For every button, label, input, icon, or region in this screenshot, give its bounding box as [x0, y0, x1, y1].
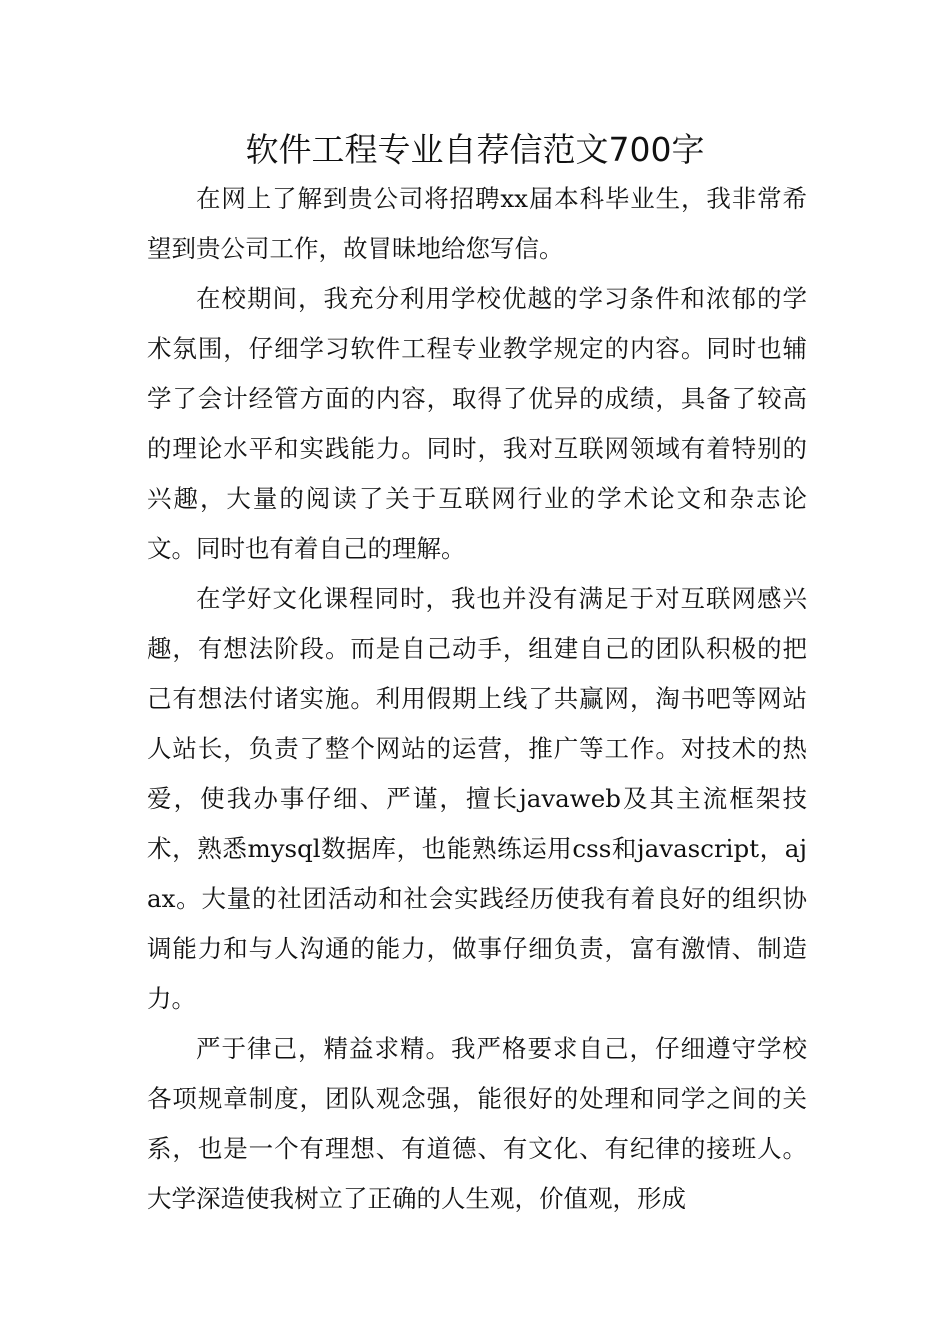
paragraph-studies: 在校期间，我充分利用学校优越的学习条件和浓郁的学术氛围，仔细学习软件工程专业教学规定的内容。同时也辅学了会计经管方面的内容，取得了优异的成绩，具备了较高的理论水平和实践能力。同时，我对互联网领域有着特别的兴趣，大量的阅读了关于互联网行业的学术论文和杂志论文。同时也有着自己的理解。 [147, 284, 807, 563]
document-body [147, 174, 807, 1224]
document-title: 软件工程专业自荐信范文700字 [245, 130, 705, 169]
paragraph-character: 严于律己，精益求精。我严格要求自己，仔细遵守学校各项规章制度，团队观念强，能很好的处理和同学之间的关系，也是一个有理想、有道德、有文化、有纪律的接班人。大学深造使我树立了正确的人生观，价值观，形成 [147, 1034, 807, 1213]
paragraph-practice: 在学好文化课程同时，我也并没有满足于对互联网感兴趣，有想法阶段。而是自己动手，组建自己的团队积极的把己有想法付诸实施。利用假期上线了共赢网，淘书吧等网站人站长，负责了整个网站的运营，推广等工作。对技术的热爱，使我办事仔细、严谨，擅长javaweb及其主流框架技术，熟悉mysql数据库，也能熟练运用css和javascript，ajax。大量的社团活动和社会实践经历使我有着良好的组织协调能力和与人沟通的能力，做事仔细负责，富有激情、制造力。 [147, 584, 807, 1013]
paragraph-intro: 在网上了解到贵公司将招聘xx届本科毕业生，我非常希望到贵公司工作，故冒昧地给您写信。 [147, 184, 807, 263]
